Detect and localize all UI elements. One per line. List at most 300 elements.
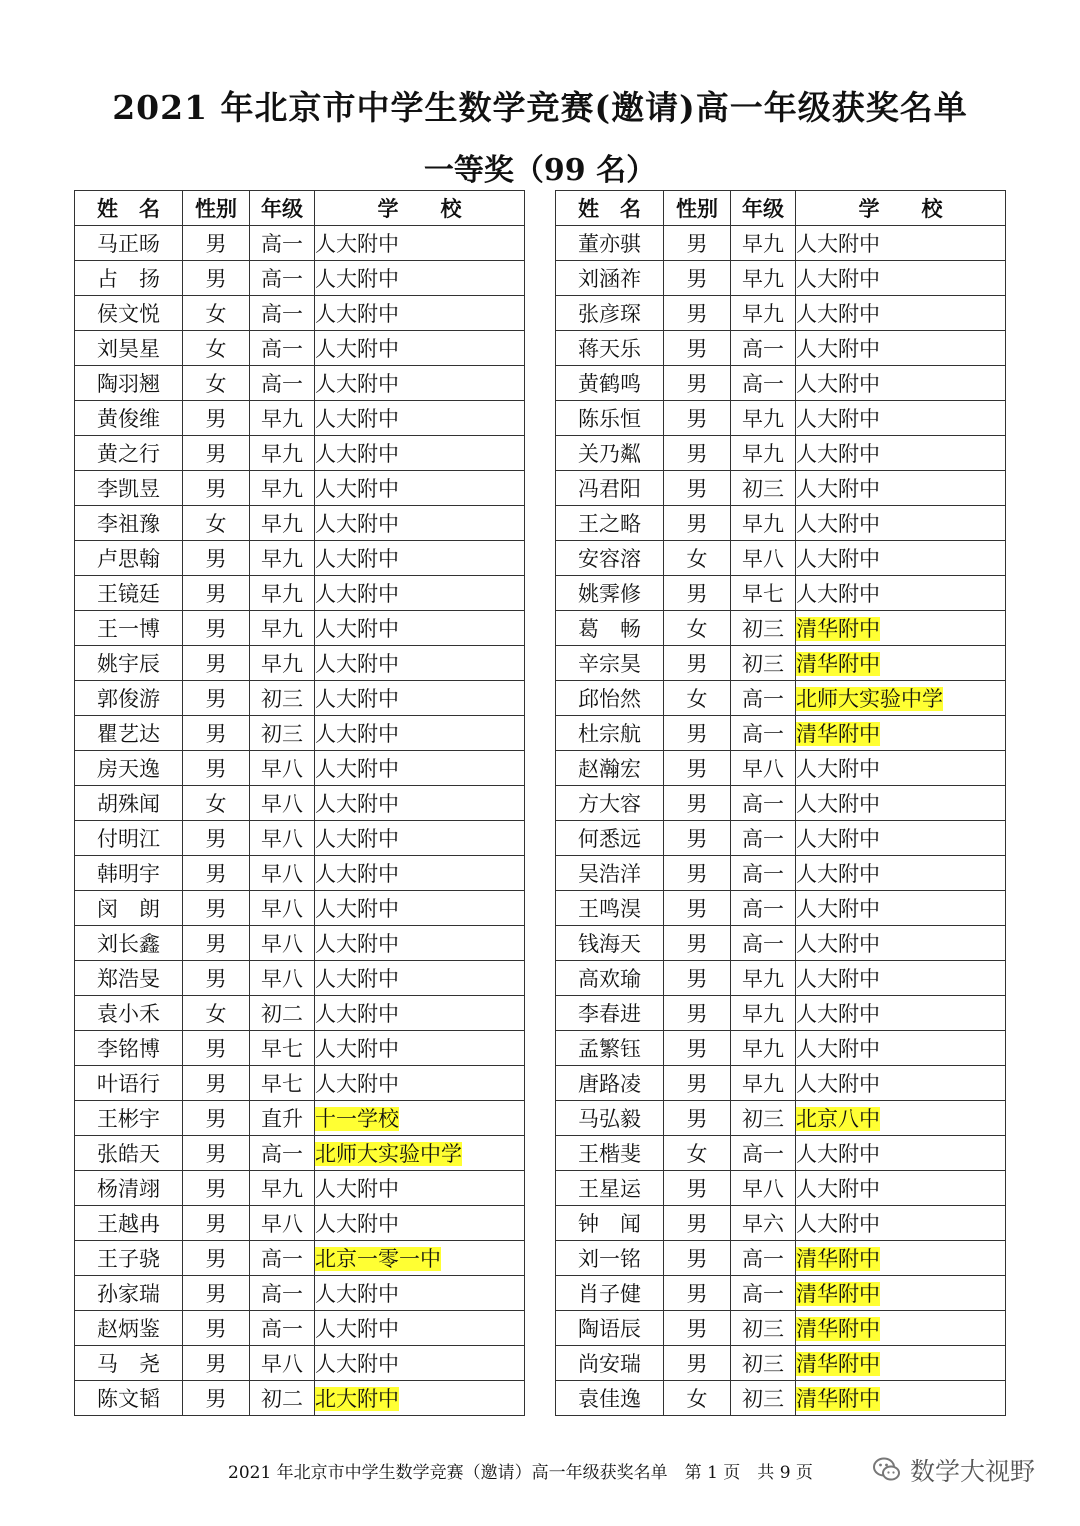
student-school bbox=[796, 1206, 1006, 1241]
student-name: 孟繁钰 bbox=[556, 1031, 664, 1066]
table-row bbox=[556, 891, 1006, 926]
school-text: 人大附中 bbox=[315, 512, 399, 536]
school-text: 人大附中 bbox=[315, 442, 399, 466]
table-row bbox=[556, 1136, 1006, 1171]
student-grade: 初三 bbox=[731, 1346, 796, 1381]
header-name: 姓 名 bbox=[75, 191, 183, 226]
table-row bbox=[75, 506, 525, 541]
student-gender: 男 bbox=[183, 926, 250, 961]
student-school bbox=[315, 1136, 525, 1171]
student-grade: 早九 bbox=[731, 401, 796, 436]
student-grade: 高一 bbox=[250, 1241, 315, 1276]
student-grade: 早九 bbox=[250, 471, 315, 506]
school-text: 人大附中 bbox=[315, 477, 399, 501]
student-name: 李祖豫 bbox=[75, 506, 183, 541]
student-grade: 早九 bbox=[250, 541, 315, 576]
student-gender: 男 bbox=[664, 436, 731, 471]
student-name: 王彬宇 bbox=[75, 1101, 183, 1136]
table-row bbox=[75, 541, 525, 576]
student-gender: 男 bbox=[183, 751, 250, 786]
school-text: 人大附中 bbox=[315, 932, 399, 956]
school-text: 人大附中 bbox=[315, 547, 399, 571]
student-gender: 女 bbox=[183, 366, 250, 401]
student-school bbox=[796, 1276, 1006, 1311]
student-name: 陶语辰 bbox=[556, 1311, 664, 1346]
student-gender: 男 bbox=[183, 681, 250, 716]
student-school bbox=[796, 296, 1006, 331]
student-name: 安容溶 bbox=[556, 541, 664, 576]
student-name: 李春进 bbox=[556, 996, 664, 1031]
school-text: 人大附中 bbox=[315, 1282, 399, 1306]
student-name: 李铭博 bbox=[75, 1031, 183, 1066]
winners-table-right bbox=[555, 190, 1006, 1416]
school-highlighted: 清华附中 bbox=[796, 1247, 880, 1271]
student-name: 钟 闻 bbox=[556, 1206, 664, 1241]
school-text: 人大附中 bbox=[315, 862, 399, 886]
student-grade: 高一 bbox=[731, 366, 796, 401]
student-grade: 早七 bbox=[250, 1031, 315, 1066]
student-gender: 男 bbox=[664, 506, 731, 541]
student-gender: 男 bbox=[183, 261, 250, 296]
student-school bbox=[315, 1066, 525, 1101]
table-row bbox=[75, 401, 525, 436]
school-text: 人大附中 bbox=[796, 827, 880, 851]
school-highlighted: 清华附中 bbox=[796, 1352, 880, 1376]
student-grade: 早九 bbox=[250, 401, 315, 436]
table-row bbox=[556, 366, 1006, 401]
student-school bbox=[796, 786, 1006, 821]
student-gender: 女 bbox=[183, 996, 250, 1031]
school-highlighted: 清华附中 bbox=[796, 1387, 880, 1411]
student-school bbox=[796, 261, 1006, 296]
student-name: 马弘毅 bbox=[556, 1101, 664, 1136]
student-name: 赵瀚宏 bbox=[556, 751, 664, 786]
school-text: 人大附中 bbox=[315, 1177, 399, 1201]
student-grade: 初三 bbox=[250, 681, 315, 716]
student-grade: 早九 bbox=[731, 226, 796, 261]
table-row bbox=[556, 1171, 1006, 1206]
student-school bbox=[796, 1101, 1006, 1136]
student-grade: 初三 bbox=[731, 1381, 796, 1416]
student-school bbox=[315, 436, 525, 471]
student-name: 杜宗航 bbox=[556, 716, 664, 751]
student-grade: 早八 bbox=[250, 751, 315, 786]
watermark bbox=[872, 1452, 1035, 1488]
student-school bbox=[315, 226, 525, 261]
table-row bbox=[75, 1031, 525, 1066]
student-gender: 男 bbox=[664, 891, 731, 926]
page-footer: 2021 年北京市中学生数学竞赛（邀请）高一年级获奖名单 第 1 页 共 9 页 bbox=[228, 1463, 813, 1483]
school-text: 人大附中 bbox=[796, 1142, 880, 1166]
student-gender: 男 bbox=[183, 1381, 250, 1416]
student-gender: 男 bbox=[664, 261, 731, 296]
student-school bbox=[315, 1346, 525, 1381]
header-gender: 性别 bbox=[664, 191, 731, 226]
student-gender: 男 bbox=[664, 1206, 731, 1241]
student-name: 马 尧 bbox=[75, 1346, 183, 1381]
school-text: 人大附中 bbox=[315, 337, 399, 361]
student-gender: 男 bbox=[664, 961, 731, 996]
student-name: 胡殊闻 bbox=[75, 786, 183, 821]
student-school bbox=[315, 331, 525, 366]
student-name: 郭俊游 bbox=[75, 681, 183, 716]
table-row bbox=[556, 786, 1006, 821]
school-text: 人大附中 bbox=[796, 967, 880, 991]
student-grade: 早九 bbox=[250, 576, 315, 611]
school-text: 人大附中 bbox=[796, 442, 880, 466]
student-name: 何悉远 bbox=[556, 821, 664, 856]
table-row bbox=[556, 1101, 1006, 1136]
school-text: 人大附中 bbox=[796, 897, 880, 921]
student-school bbox=[315, 1241, 525, 1276]
student-name: 李凯昱 bbox=[75, 471, 183, 506]
student-grade: 早九 bbox=[731, 261, 796, 296]
student-gender: 男 bbox=[183, 576, 250, 611]
school-text: 人大附中 bbox=[796, 792, 880, 816]
student-grade: 高一 bbox=[731, 821, 796, 856]
student-name: 关乃粼 bbox=[556, 436, 664, 471]
school-text: 人大附中 bbox=[796, 582, 880, 606]
student-school bbox=[315, 366, 525, 401]
table-row bbox=[75, 856, 525, 891]
student-school bbox=[315, 786, 525, 821]
student-grade: 早七 bbox=[250, 1066, 315, 1101]
student-grade: 早八 bbox=[250, 786, 315, 821]
student-grade: 早九 bbox=[250, 506, 315, 541]
student-name: 蒋天乐 bbox=[556, 331, 664, 366]
student-school bbox=[315, 681, 525, 716]
student-gender: 男 bbox=[664, 226, 731, 261]
student-name: 唐路凌 bbox=[556, 1066, 664, 1101]
student-gender: 男 bbox=[664, 751, 731, 786]
student-school bbox=[315, 1171, 525, 1206]
student-school bbox=[796, 471, 1006, 506]
student-name: 赵炳鉴 bbox=[75, 1311, 183, 1346]
student-gender: 男 bbox=[183, 1101, 250, 1136]
table-row bbox=[556, 436, 1006, 471]
student-gender: 男 bbox=[183, 226, 250, 261]
student-school bbox=[796, 1066, 1006, 1101]
school-text: 人大附中 bbox=[315, 372, 399, 396]
student-name: 王楷斐 bbox=[556, 1136, 664, 1171]
student-name: 陶羽翘 bbox=[75, 366, 183, 401]
school-text: 人大附中 bbox=[796, 477, 880, 501]
student-grade: 高一 bbox=[731, 1136, 796, 1171]
table-row bbox=[556, 471, 1006, 506]
student-gender: 女 bbox=[664, 541, 731, 576]
header-grade: 年级 bbox=[250, 191, 315, 226]
school-text: 人大附中 bbox=[315, 617, 399, 641]
student-name: 杨清翊 bbox=[75, 1171, 183, 1206]
student-name: 王越冉 bbox=[75, 1206, 183, 1241]
student-school bbox=[315, 471, 525, 506]
school-highlighted: 清华附中 bbox=[796, 617, 880, 641]
student-name: 刘昊星 bbox=[75, 331, 183, 366]
student-gender: 男 bbox=[183, 1136, 250, 1171]
student-gender: 男 bbox=[183, 1066, 250, 1101]
student-gender: 男 bbox=[664, 1031, 731, 1066]
school-text: 人大附中 bbox=[315, 1352, 399, 1376]
student-name: 刘长鑫 bbox=[75, 926, 183, 961]
header-gender: 性别 bbox=[183, 191, 250, 226]
student-grade: 早九 bbox=[731, 436, 796, 471]
student-name: 袁小禾 bbox=[75, 996, 183, 1031]
school-text: 人大附中 bbox=[796, 1002, 880, 1026]
student-school bbox=[315, 646, 525, 681]
table-row bbox=[75, 261, 525, 296]
student-school bbox=[315, 716, 525, 751]
student-school bbox=[315, 821, 525, 856]
school-text: 人大附中 bbox=[315, 757, 399, 781]
student-grade: 早八 bbox=[250, 961, 315, 996]
student-school bbox=[315, 751, 525, 786]
student-gender: 女 bbox=[183, 331, 250, 366]
student-grade: 初二 bbox=[250, 1381, 315, 1416]
student-gender: 男 bbox=[664, 1066, 731, 1101]
table-row bbox=[556, 751, 1006, 786]
student-name: 陈文韬 bbox=[75, 1381, 183, 1416]
student-gender: 女 bbox=[183, 506, 250, 541]
school-text: 人大附中 bbox=[315, 687, 399, 711]
table-row bbox=[75, 366, 525, 401]
student-school bbox=[315, 296, 525, 331]
table-row bbox=[556, 226, 1006, 261]
table-row bbox=[75, 996, 525, 1031]
student-grade: 高一 bbox=[250, 331, 315, 366]
student-gender: 男 bbox=[183, 541, 250, 576]
student-grade: 早九 bbox=[731, 1031, 796, 1066]
student-grade: 高一 bbox=[250, 1276, 315, 1311]
student-grade: 早九 bbox=[731, 296, 796, 331]
table-row bbox=[556, 1031, 1006, 1066]
student-gender: 男 bbox=[183, 401, 250, 436]
student-grade: 早九 bbox=[731, 961, 796, 996]
school-highlighted: 清华附中 bbox=[796, 722, 880, 746]
school-highlighted: 北师大实验中学 bbox=[796, 687, 943, 711]
student-name: 黄鹤鸣 bbox=[556, 366, 664, 401]
table-row bbox=[556, 681, 1006, 716]
student-gender: 男 bbox=[664, 926, 731, 961]
student-school bbox=[796, 926, 1006, 961]
student-school bbox=[796, 1346, 1006, 1381]
student-gender: 男 bbox=[183, 891, 250, 926]
table-row bbox=[556, 646, 1006, 681]
school-text: 人大附中 bbox=[315, 1002, 399, 1026]
table-row bbox=[75, 1381, 525, 1416]
student-grade: 早九 bbox=[250, 646, 315, 681]
school-text: 人大附中 bbox=[315, 302, 399, 326]
school-text: 人大附中 bbox=[315, 897, 399, 921]
student-name: 马正旸 bbox=[75, 226, 183, 261]
student-grade: 早九 bbox=[731, 1066, 796, 1101]
student-gender: 男 bbox=[664, 821, 731, 856]
student-school bbox=[315, 541, 525, 576]
table-row bbox=[75, 1136, 525, 1171]
student-grade: 早九 bbox=[250, 611, 315, 646]
school-text: 人大附中 bbox=[796, 372, 880, 396]
student-grade: 初三 bbox=[731, 1311, 796, 1346]
school-highlighted: 清华附中 bbox=[796, 1317, 880, 1341]
student-grade: 直升 bbox=[250, 1101, 315, 1136]
student-school bbox=[315, 1031, 525, 1066]
table-row bbox=[556, 716, 1006, 751]
student-school bbox=[796, 1171, 1006, 1206]
student-grade: 早九 bbox=[250, 1171, 315, 1206]
table-row bbox=[75, 821, 525, 856]
student-gender: 女 bbox=[664, 1381, 731, 1416]
student-name: 孙家瑞 bbox=[75, 1276, 183, 1311]
student-name: 辛宗昊 bbox=[556, 646, 664, 681]
student-school bbox=[315, 611, 525, 646]
student-gender: 男 bbox=[664, 1346, 731, 1381]
student-name: 陈乐恒 bbox=[556, 401, 664, 436]
student-school bbox=[315, 996, 525, 1031]
student-name: 卢思翰 bbox=[75, 541, 183, 576]
student-gender: 男 bbox=[664, 296, 731, 331]
student-grade: 早八 bbox=[250, 1346, 315, 1381]
student-school bbox=[796, 961, 1006, 996]
student-school bbox=[315, 1101, 525, 1136]
student-gender: 女 bbox=[183, 786, 250, 821]
student-gender: 女 bbox=[664, 611, 731, 646]
student-name: 王镜廷 bbox=[75, 576, 183, 611]
student-name: 王一博 bbox=[75, 611, 183, 646]
school-text: 人大附中 bbox=[796, 862, 880, 886]
table-row bbox=[75, 1276, 525, 1311]
student-gender: 男 bbox=[183, 1311, 250, 1346]
document-title: 2021 年北京市中学生数学竞赛(邀请)高一年级获奖名单 bbox=[112, 88, 968, 127]
student-grade: 早七 bbox=[731, 576, 796, 611]
school-text: 人大附中 bbox=[796, 932, 880, 956]
student-school bbox=[315, 1311, 525, 1346]
school-highlighted: 北大附中 bbox=[315, 1387, 399, 1411]
table-row bbox=[75, 576, 525, 611]
student-school bbox=[796, 436, 1006, 471]
student-grade: 早八 bbox=[250, 856, 315, 891]
school-text: 人大附中 bbox=[796, 337, 880, 361]
school-text: 人大附中 bbox=[796, 757, 880, 781]
student-name: 王星运 bbox=[556, 1171, 664, 1206]
student-gender: 男 bbox=[664, 366, 731, 401]
student-grade: 初三 bbox=[731, 471, 796, 506]
student-grade: 早八 bbox=[250, 891, 315, 926]
watermark-text: 数学大视野 bbox=[910, 1457, 1036, 1486]
student-school bbox=[315, 506, 525, 541]
student-gender: 男 bbox=[183, 471, 250, 506]
table-row bbox=[75, 961, 525, 996]
student-grade: 早六 bbox=[731, 1206, 796, 1241]
student-gender: 男 bbox=[183, 1276, 250, 1311]
student-school bbox=[315, 1206, 525, 1241]
table-header-row bbox=[75, 191, 525, 226]
student-gender: 男 bbox=[183, 1346, 250, 1381]
school-highlighted: 清华附中 bbox=[796, 1282, 880, 1306]
school-text: 人大附中 bbox=[315, 1212, 399, 1236]
student-name: 高欢瑜 bbox=[556, 961, 664, 996]
student-grade: 早八 bbox=[731, 541, 796, 576]
table-row bbox=[556, 506, 1006, 541]
school-highlighted: 十一学校 bbox=[315, 1107, 399, 1131]
student-school bbox=[796, 541, 1006, 576]
student-gender: 男 bbox=[183, 821, 250, 856]
school-highlighted: 北师大实验中学 bbox=[315, 1142, 462, 1166]
header-school: 学 校 bbox=[796, 191, 1006, 226]
table-row bbox=[75, 226, 525, 261]
student-grade: 早八 bbox=[731, 751, 796, 786]
student-name: 姚霁修 bbox=[556, 576, 664, 611]
student-grade: 高一 bbox=[250, 1136, 315, 1171]
table-row bbox=[75, 1101, 525, 1136]
student-grade: 高一 bbox=[731, 331, 796, 366]
student-gender: 女 bbox=[183, 296, 250, 331]
table-row bbox=[556, 1066, 1006, 1101]
table-row bbox=[75, 331, 525, 366]
student-grade: 高一 bbox=[731, 926, 796, 961]
header-grade: 年级 bbox=[731, 191, 796, 226]
student-grade: 高一 bbox=[731, 1276, 796, 1311]
student-school bbox=[315, 401, 525, 436]
student-school bbox=[315, 961, 525, 996]
table-row bbox=[556, 1381, 1006, 1416]
school-text: 人大附中 bbox=[315, 1072, 399, 1096]
student-gender: 男 bbox=[664, 996, 731, 1031]
student-name: 钱海天 bbox=[556, 926, 664, 961]
student-gender: 男 bbox=[183, 1241, 250, 1276]
table-row bbox=[75, 681, 525, 716]
student-grade: 高一 bbox=[731, 786, 796, 821]
student-gender: 男 bbox=[664, 716, 731, 751]
table-row bbox=[75, 1066, 525, 1101]
student-gender: 男 bbox=[664, 576, 731, 611]
student-grade: 初二 bbox=[250, 996, 315, 1031]
table-row bbox=[556, 961, 1006, 996]
student-grade: 高一 bbox=[731, 1241, 796, 1276]
student-name: 尚安瑞 bbox=[556, 1346, 664, 1381]
student-gender: 男 bbox=[664, 1276, 731, 1311]
student-name: 方大容 bbox=[556, 786, 664, 821]
table-row bbox=[556, 261, 1006, 296]
table-row bbox=[75, 786, 525, 821]
table-row bbox=[556, 1241, 1006, 1276]
winners-table-left bbox=[74, 190, 525, 1416]
student-school bbox=[315, 576, 525, 611]
student-grade: 早九 bbox=[250, 436, 315, 471]
student-name: 侯文悦 bbox=[75, 296, 183, 331]
student-grade: 初三 bbox=[731, 1101, 796, 1136]
student-grade: 高一 bbox=[250, 261, 315, 296]
table-row bbox=[75, 471, 525, 506]
student-name: 占 扬 bbox=[75, 261, 183, 296]
wechat-icon bbox=[872, 1455, 902, 1485]
student-name: 叶语行 bbox=[75, 1066, 183, 1101]
student-school bbox=[315, 856, 525, 891]
table-row bbox=[75, 1311, 525, 1346]
table-row bbox=[75, 611, 525, 646]
student-gender: 男 bbox=[183, 611, 250, 646]
table-row bbox=[75, 751, 525, 786]
student-name: 姚宇辰 bbox=[75, 646, 183, 681]
student-school bbox=[796, 1031, 1006, 1066]
student-name: 张彦琛 bbox=[556, 296, 664, 331]
student-school bbox=[796, 401, 1006, 436]
student-name: 黄之行 bbox=[75, 436, 183, 471]
student-gender: 男 bbox=[183, 856, 250, 891]
student-school bbox=[315, 1381, 525, 1416]
student-name: 瞿艺达 bbox=[75, 716, 183, 751]
student-gender: 男 bbox=[183, 961, 250, 996]
student-gender: 女 bbox=[664, 681, 731, 716]
student-name: 董亦骐 bbox=[556, 226, 664, 261]
